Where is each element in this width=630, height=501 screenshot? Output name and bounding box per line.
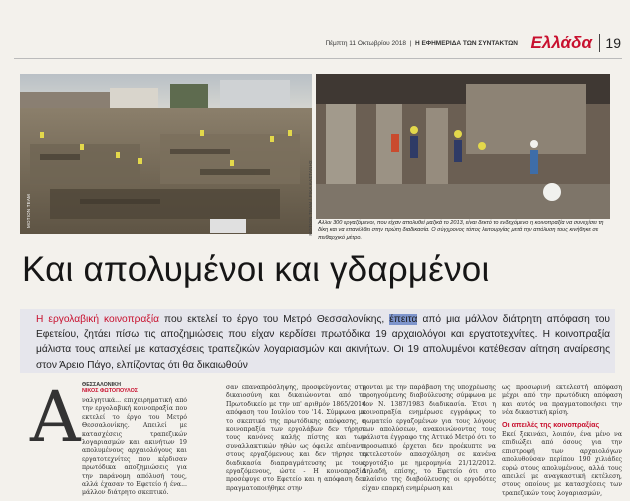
- photo-caption: Αλλοι 300 εργαζόμενοι, που είχαν απολυθεί μαζικά το 2013, είναι δεκτό το ενδεχόμενο η κοινοπραξία να συνεχίσει τη δίκη και να επανέλθει στην πρώτη διαδικασία. Ο σύγχρονος τόπος λειτουργίας μετά την απόλυση τους κινήθηκε σε πειθαρχικό μέτρο.: [318, 220, 604, 241]
- section-subhead: Οι απειλές της κοινοπραξίας: [502, 419, 600, 429]
- body-column-4: [502, 384, 622, 501]
- body-column-1: ναλγητικά... επιχειρηματική από την εργολαβική κοινοπραξία που εκτελεί το έργο του Μετρό Θεσσαλονίκης. Απειλεί με κατασχέσεις τραπεζικών λογαριασμών και ακινήτων 19 απολυμένους αρχαιολόγους και εργατοτεχνίτες που κέρδισαν πρωτόδικα αποζημιώσεις για την παράνομη απόλυσή τους, αλλά έχασαν το Εφετείο ή ένα... μάλλον διάτρητο σκεπτικό.: [82, 397, 187, 497]
- byline-reporter: ΝΙΚΟΣ ΦΩΤΟΠΟΥΛΟΣ: [82, 388, 139, 394]
- lead-text-part2: από μια μάλλον διάτρητη απόφαση του Εφετείου, ζητάει πίσω τις αποζημιώσεις που είχαν κερδίσει πρωτόδικα 19 αρχαιολόγοι και εργατοτεχνίτες. Η κοινοπραξία μάλιστα τους απειλεί με κατασχέσεις τραπεζικών λογαριασμών και ακινήτων. Οι 19 απολυμένοι κατέθεσαν αίτηση αναίρεσης στον Άρειο Πάγο, ελπίζοντας ότι θα δικαιωθούν: [36, 314, 611, 371]
- header-divider: [599, 34, 600, 52]
- byline: [82, 382, 138, 394]
- drop-cap: Α: [30, 376, 81, 458]
- column-4-text-bottom: Εκεί ξεκινάει, λοιπόν, ένα μένο να επιδιώξει από όσους για την επιστροφή των αρχαιολόγων απολυθούσαν περίπου 190 χιλιάδες ευρώ στους απολυμένους, αλλά τους απειλεί με αναγκαστική εκτέλεση, στους οποίους με κατασχέσεις των τραπεζικών τους λογαριασμών,: [502, 431, 622, 497]
- body-column-3: γονται με την παράβαση της υποχρέωσης προηγούμενης διαβούλευσης σύμφωνα με τον Ν. 1387/1983 διαδικασία. Έτσι η κοινοπραξία ενημέρωσε εγγράφως το σωματείο εργαζομένων για τους λόγους των απολύσεων, ανακοινώνοντας τους μάλιστα έγγραφο της Αττικό Μετρό ότι το προσωπικό έρχεται δεν προέκυπτε να εκτελεστούν απασχόληση σε κανένα εργοτάξιο με ημερομηνία 21/12/2012. Δηλαδή, επίσης, το Εφετείο ότι στο πλαίσιο της διαβούλευσης οι εργοδότες είχαν επαρκή ενημέρωση και: [362, 384, 496, 492]
- photo-credit-left: ΜΟΤΙΟΝ TEAM: [26, 194, 31, 228]
- lead-red-text: Η εργολαβική κοινοπραξία: [36, 314, 160, 325]
- lead-highlighted-word[interactable]: έπειτα: [389, 314, 418, 325]
- lead-text-part1: που εκτελεί το έργο του Μετρό Θεσσαλονίκης,: [159, 314, 390, 325]
- excavation-photo: [20, 74, 312, 234]
- newspaper-name: Η ΕΦΗΜΕΡΙΔΑ ΤΩΝ ΣΥΝΤΑΚΤΩΝ: [414, 40, 518, 47]
- page-number: 19: [605, 35, 621, 51]
- header-rule: [14, 58, 622, 59]
- photo-credit-right: ΜΟΤΙΟΝ TEAM / ΡΙΚΑ ΚΑΣΤΑΝΗΣ: [308, 160, 313, 236]
- body-column-2: σαν επαναπρόσληψης, προσφεύγοντας στη δικαιοσύνη και δικαιώνονται από το Πρωτοδικείο με την υπ' αριθμόν 1865/2014 απόφαση του Ιουλίου του '14. Σύμφωνα με το σκεπτικό της πρωτόδικης απόφασης, η κοινοπραξία των εργολάβων δεν τήρησε τους κανόνες καλής πίστης και των συναλλακτικών ηθών ως όφειλε απέναντι στους εργαζόμενους και δεν τήρησε τη διαδικασία διαπραγμάτευσης με τους εργαζόμενους, ώστε - Η κοινοπραξία προσέφυγε στο Εφετείο και η απόφαση δεν πραγματοποιήθηκε στην: [226, 384, 366, 492]
- issue-date: Πέμπτη 11 Οκτωβρίου 2018: [325, 40, 407, 47]
- column-4-text-top: ως προσωρινή εκτελεστή απόφαση μέχρι από την πρωτόδικη απόφαση και αυτός να πραγματοποιήσει την νέα δικαστική κρίση.: [502, 384, 622, 417]
- page-header: [0, 0, 630, 74]
- tunnel-photo: [316, 74, 610, 219]
- header-date-line: Πέμπτη 11 Οκτωβρίου 2018 | Η ΕΦΗΜΕΡΙΔΑ ΤΩΝ ΣΥΝΤΑΚΤΩΝ: [325, 40, 518, 47]
- byline-city: ΘΕΣΣΑΛΟΝΙΚΗ: [82, 382, 121, 388]
- article-headline: Και απολυμένοι και γδαρμένοι: [22, 250, 490, 289]
- section-title: Ελλάδα: [530, 33, 592, 52]
- article-lead: [36, 312, 610, 373]
